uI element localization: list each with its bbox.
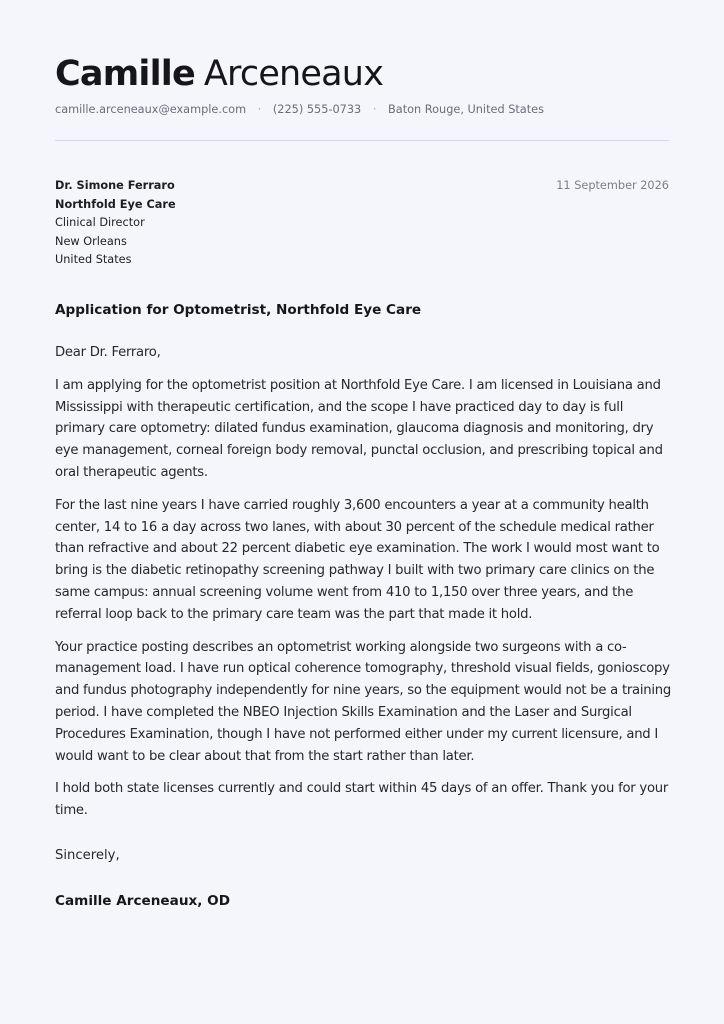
signature: Camille Arceneaux, OD xyxy=(55,893,230,909)
body-paragraph: For the last nine years I have carried roughly 3,600 encounters a year at a community health center, 14 to 16 a day across two lanes, with about 30 percent of the schedule medical rather than refractive and about 22 percent diabetic eye examination. The work I would most want to bring is the diabetic retinopathy screening pathway I built with two primary care clinics on the same campus: annual screening volume went from 410 to 1,150 over three years, and the referral loop back to the primary care team was the part that made it hold. xyxy=(55,497,660,622)
sender-location: Baton Rouge, United States xyxy=(388,103,544,116)
sender-name xyxy=(55,52,383,96)
letter-subject: Application for Optometrist, Northfold Eye Care xyxy=(55,302,422,318)
sender-phone: (225) 555-0733 xyxy=(272,103,362,116)
contact-separator: · xyxy=(257,103,262,116)
recipient-title: Clinical Director xyxy=(55,216,145,229)
recipient-block xyxy=(55,177,176,270)
salutation: Dear Dr. Ferraro, xyxy=(55,345,161,360)
contact-separator: · xyxy=(372,103,377,116)
recipient-organization: Northfold Eye Care xyxy=(55,197,176,211)
closing: Sincerely, xyxy=(55,848,120,863)
body-paragraph: Your practice posting describes an optometrist working alongside two surgeons with a co-management load. I have run optical coherence tomography, threshold visual fields, gonioscopy and fundus photography independently for nine years, so the equipment would not be a training period. I have completed the NBEO Injection Skills Examination and the Laser and Surgical Procedures Examination, though I have not performed either under my current licensure, and I would want to be clear about that from the start rather than later. xyxy=(55,639,672,764)
recipient-country: United States xyxy=(55,253,132,266)
header-divider xyxy=(55,140,669,141)
letter-date: 11 September 2026 xyxy=(556,179,669,192)
sender-email: camille.arceneaux@example.com xyxy=(55,103,247,116)
sender-first-name: Camille xyxy=(55,54,195,94)
sender-last-name: Arceneaux xyxy=(203,54,384,94)
letter-body xyxy=(55,342,675,833)
recipient-city: New Orleans xyxy=(55,234,127,248)
recipient-name: Dr. Simone Ferraro xyxy=(55,179,175,192)
body-paragraph: I hold both state licenses currently and could start within 45 days of an offer. Thank you for your time. xyxy=(55,781,669,819)
contact-info xyxy=(55,101,544,119)
body-paragraph: I am applying for the optometrist position at Northfold Eye Care. I am licensed in Louisiana and Mississippi with therapeutic certification, and the scope I have practiced day to day is full primary care optometry: dilated fundus examination, glaucoma diagnosis and monitoring, dry eye management, corneal foreign body removal, punctal occlusion, and prescribing topical and oral therapeutic agents. xyxy=(55,377,663,480)
